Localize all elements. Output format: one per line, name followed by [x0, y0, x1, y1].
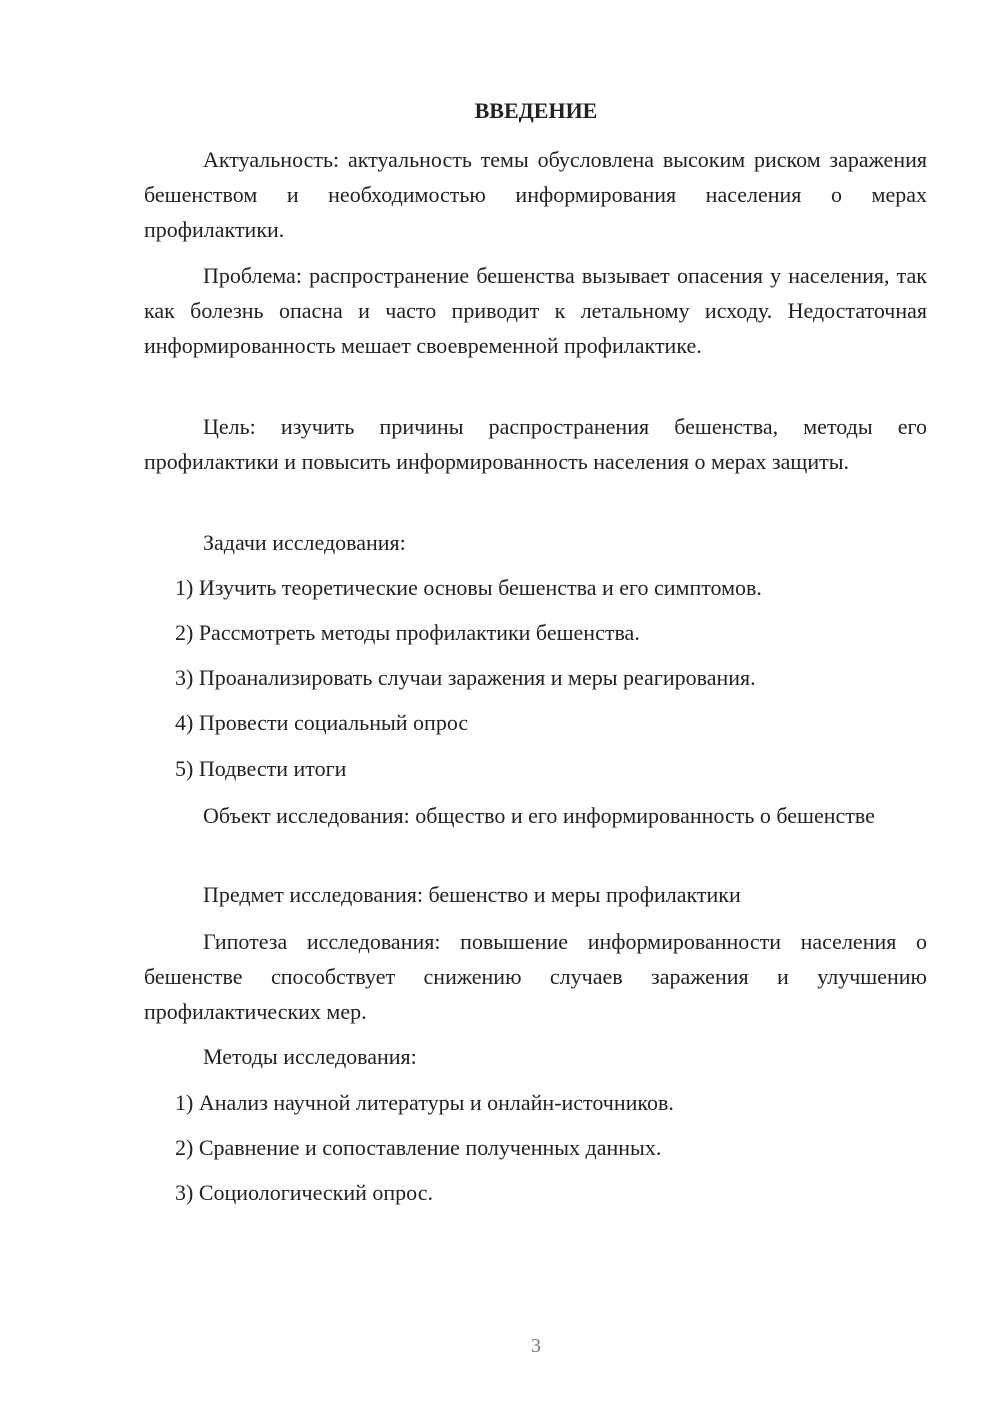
tasks-heading: Задачи исследования: [203, 530, 406, 555]
methods-heading: Методы исследования: [203, 1044, 417, 1069]
method-item: 3) Социологический опрос. [175, 1180, 433, 1205]
task-item: 2) Рассмотреть методы профилактики бешенства. [175, 620, 640, 645]
task-item: 5) Подвести итоги [175, 756, 347, 781]
method-item: 2) Сравнение и сопоставление полученных данных. [175, 1135, 662, 1160]
page-number: 3 [531, 1335, 541, 1357]
subject-paragraph: Предмет исследования: бешенство и меры профилактики [203, 882, 741, 907]
method-item: 1) Анализ научной литературы и онлайн-источников. [175, 1090, 674, 1115]
task-item: 3) Проанализировать случаи заражения и меры реагирования. [175, 665, 756, 690]
task-item: 1) Изучить теоретические основы бешенства и его симптомов. [175, 575, 762, 600]
task-item: 4) Провести социальный опрос [175, 710, 469, 735]
page-title: ВВЕДЕНИЕ [474, 98, 598, 123]
problem-paragraph: Проблема: распространение бешенства вызывает опасения у населения, так как болезнь опасна и часто приводит к летальному исходу. Недостаточная информированность мешает своевременной профилактике. [144, 263, 927, 358]
object-paragraph: Объект исследования: общество и его информированность о бешенстве [203, 803, 875, 828]
hypothesis-paragraph: Гипотеза исследования: повышение информированности населения о бешенстве способствует снижению случаев заражения и улучшению профилактических мер. [144, 929, 927, 1024]
goal-paragraph: Цель: изучить причины распространения бешенства, методы его профилактики и повысить информированность населения о мерах защиты. [144, 414, 927, 474]
relevance-paragraph: Актуальность: актуальность темы обусловлена высоким риском заражения бешенством и необходимостью информирования населения о мерах профилактики. [144, 147, 927, 242]
